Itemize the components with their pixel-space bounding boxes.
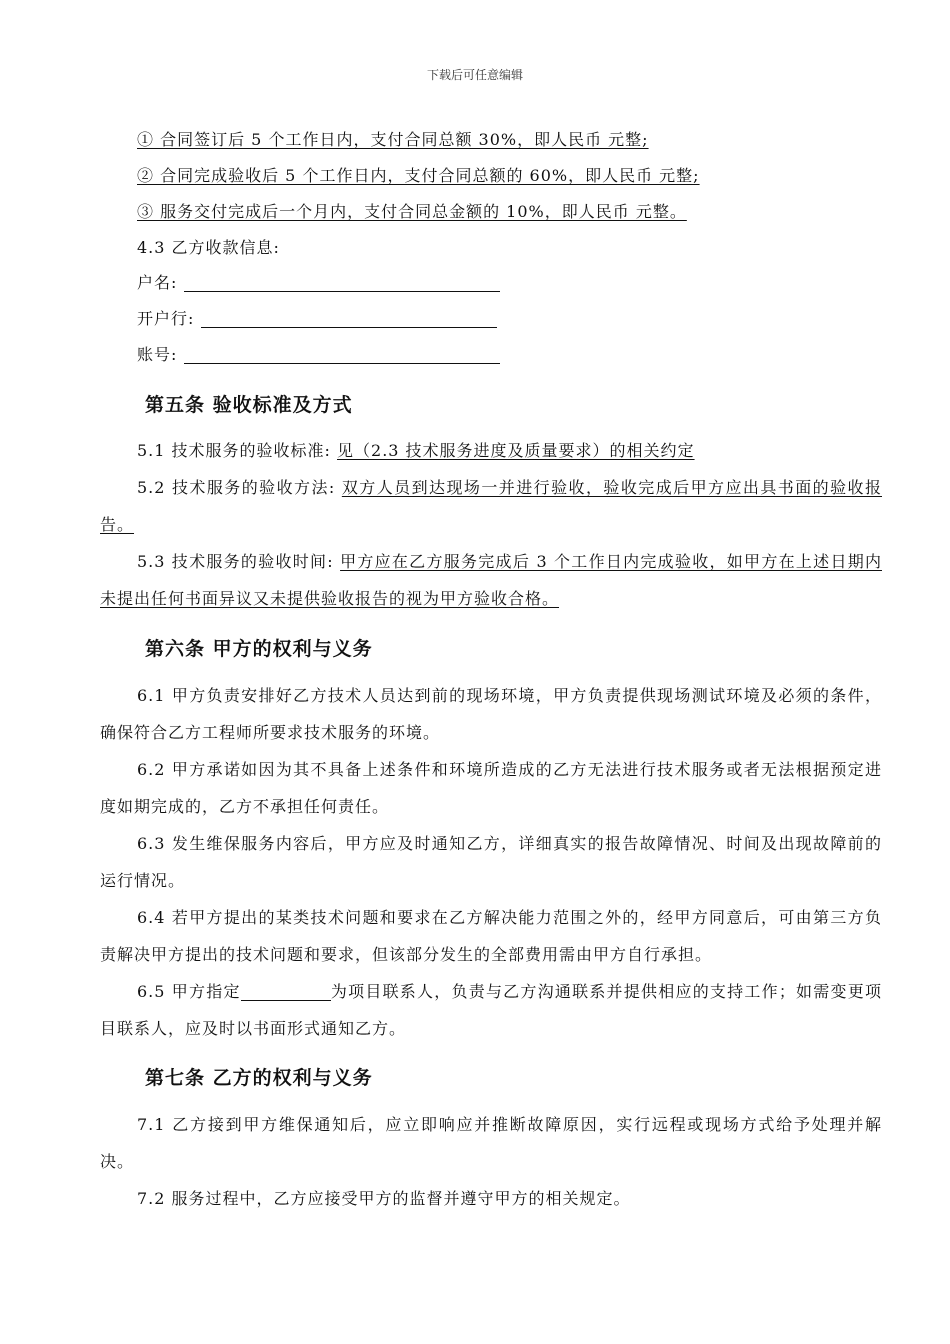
section-5-1: 5.1 技术服务的验收标准: 见（2.3 技术服务进度及质量要求）的相关约定 [137,441,695,460]
account-name-field[interactable] [184,273,500,292]
account-number-label: 账号: [137,345,178,364]
section-6-4: 6.4 若甲方提出的某类技术问题和要求在乙方解决能力范围之外的，经甲方同意后，可由第三方负责解决甲方提出的技术问题和要求，但该部分发生的全部费用需由甲方自行承担。 [100,908,882,964]
payment-item-3: ③ 服务交付完成后一个月内，支付合同总金额的 10%，即人民币 元整。 [137,202,687,221]
section-6-heading: 第六条 甲方的权利与义务 [145,638,373,660]
payment-item-1: ① 合同签订后 5 个工作日内，支付合同总额 30%，即人民币 元整; [137,130,649,149]
section-7-heading: 第七条 乙方的权利与义务 [145,1067,373,1089]
section-5-3: 5.3 技术服务的验收时间: 甲方应在乙方服务完成后 3 个工作日内完成验收，如甲方在上述日期内未提出任何书面异议又未提供验收报告的视为甲方验收合格。 [100,552,882,608]
section-7-2: 7.2 服务过程中，乙方应接受甲方的监督并遵守甲方的相关规定。 [137,1189,631,1208]
section-6-3: 6.3 发生维保服务内容后，甲方应及时通知乙方，详细真实的报告故障情况、时间及出现故障前的运行情况。 [100,834,882,890]
account-number-field[interactable] [184,345,500,364]
payment-item-2: ② 合同完成验收后 5 个工作日内，支付合同总额的 60%，即人民币 元整; [137,166,700,185]
bank-row [137,307,882,331]
account-name-label: 户名: [137,273,178,292]
bank-label: 开户行: [137,309,195,328]
page-header: 下载后可任意编辑 [426,68,523,82]
section-7-1: 7.1 乙方接到甲方维保通知后，应立即响应并推断故障原因，实行远程或现场方式给予处理并解决。 [100,1115,882,1171]
section-6-1: 6.1 甲方负责安排好乙方技术人员达到前的现场环境，甲方负责提供现场测试环境及必须的条件，确保符合乙方工程师所要求技术服务的环境。 [100,686,882,742]
account-number-row [137,343,882,367]
contact-person-field[interactable] [241,982,331,1001]
section-6-5: 6.5 甲方指定 为项目联系人，负责与乙方沟通联系并提供相应的支持工作；如需变更项目联系人，应及时以书面形式通知乙方。 [100,982,882,1038]
section-5-heading: 第五条 验收标准及方式 [145,394,353,416]
receipt-title: 4.3 乙方收款信息: [137,238,280,257]
section-6-2: 6.2 甲方承诺如因为其不具备上述条件和环境所造成的乙方无法进行技术服务或者无法根据预定进度如期完成的，乙方不承担任何责任。 [100,760,882,816]
bank-field[interactable] [201,309,497,328]
account-name-row [137,271,882,295]
section-5-2: 5.2 技术服务的验收方法: 双方人员到达现场一并进行验收，验收完成后甲方应出具书面的验收报告。 [100,478,882,534]
